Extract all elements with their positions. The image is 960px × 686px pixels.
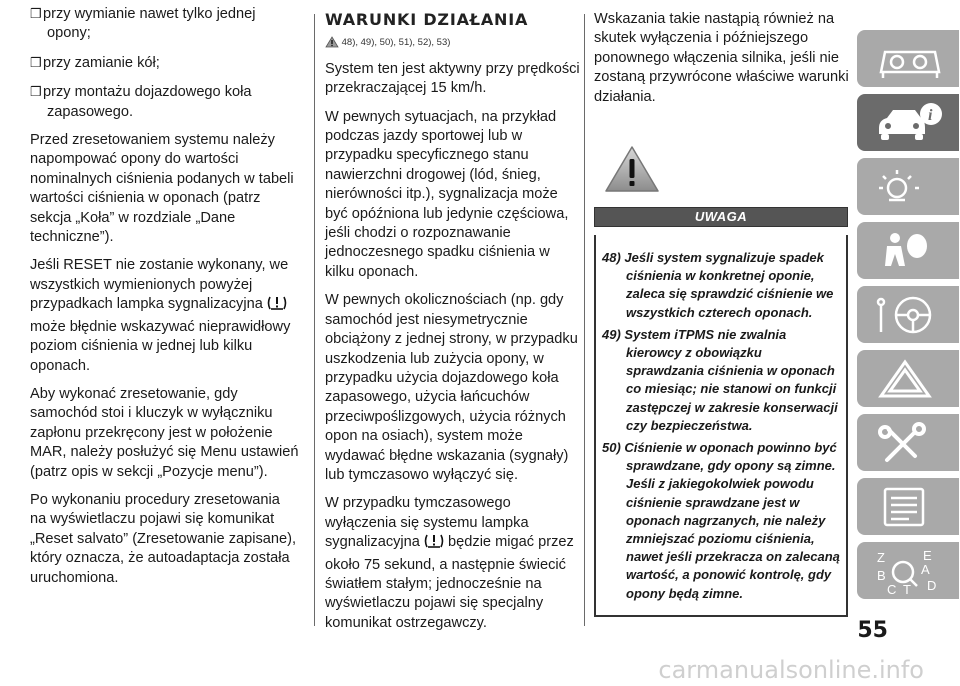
wrench-icon xyxy=(875,422,935,464)
column-divider xyxy=(314,14,315,626)
index-letter: D xyxy=(927,578,937,593)
warning-section xyxy=(594,144,848,617)
checkbox-bullet-icon: ❒ xyxy=(30,54,42,70)
tab-dashboard[interactable] xyxy=(857,30,959,87)
page-number: 55 xyxy=(857,618,888,643)
lights-icon xyxy=(875,166,935,208)
tab-index[interactable] xyxy=(857,542,959,599)
index-letter: Z xyxy=(877,550,885,565)
tire-pressure-warning-icon xyxy=(267,295,287,317)
section-title: WARUNKI DZIAŁANIA xyxy=(325,10,529,29)
paragraph-reset-result: Po wykonaniu procedury zresetowania na wyświetlaczu pojawi się komunikat „Reset salvato” (Zresetowanie zapisane), który oznacza, że autoadaptacja została uruchomiona. xyxy=(30,491,297,586)
index-letter: E xyxy=(923,550,932,563)
list-item: ❒przy montażu dojazdowego koła zapasowego. xyxy=(30,84,252,120)
tab-specs[interactable] xyxy=(857,478,959,535)
warning-item: 49) System iTPMS nie zwalnia kierowcy z obowiązku sprawdzania ciśnienia w oponach co miesiąc; nie stanowi on funkcji zastępczej w zakresie konserwacji czy bezpieczeństwa. xyxy=(602,326,838,433)
tab-maintenance[interactable] xyxy=(857,414,959,471)
paragraph-pressure: Przed zresetowaniem systemu należy napompować opony do wartości nominalnych ciśnienia podanych w tabeli wartości ciśnienia w oponach (patrz sekcja „Koła” w rozdziale „Dane techniczne”). xyxy=(30,132,294,246)
index-letter: A xyxy=(921,562,930,577)
warning-item: 50) Ciśnienie w oponach powinno być sprawdzane, gdy opony są zimne. Jeśli z jakiegokolwiek powodu ciśnienie sprawdzane jest w oponach nagrzanych, nie należy zmniejszać poziomu ciśnienia, nawet jeśli przekracza on zalecaną wartość, a ponowić kontrolę, gdy opony będą zimne. xyxy=(602,440,840,601)
car-dashboard-icon xyxy=(875,38,945,80)
checkbox-bullet-icon: ❒ xyxy=(30,6,42,21)
column-divider xyxy=(584,14,585,626)
paragraph-speed: System ten jest aktywny przy prędkości przekraczającej 15 km/h. xyxy=(325,60,580,97)
car-info-icon xyxy=(875,102,947,144)
index-letters-icon xyxy=(875,550,941,596)
warning-triangle-icon xyxy=(875,358,935,400)
index-letter: B xyxy=(877,568,886,583)
checkbox-bullet-icon: ❒ xyxy=(30,84,42,100)
tab-emergency[interactable] xyxy=(857,350,959,407)
warning-triangle-icon xyxy=(603,144,848,199)
column-middle xyxy=(325,10,580,642)
steering-wheel-icon xyxy=(875,294,941,336)
warning-references: 48), 49), 50), 51), 52), 53) xyxy=(325,33,580,55)
tab-airbag[interactable] xyxy=(857,222,959,279)
tire-pressure-warning-icon xyxy=(424,533,444,555)
index-letter: C xyxy=(887,582,897,596)
chapter-tabs xyxy=(857,30,960,606)
tab-driving[interactable] xyxy=(857,286,959,343)
small-warning-icon xyxy=(325,36,339,55)
specs-list-icon xyxy=(875,486,935,528)
tab-lights[interactable] xyxy=(857,158,959,215)
paragraph-temporary-off: W przypadku tymczasowego wyłączenia się systemu lampka sygnalizacyjna będzie migać przez około 75 sekund, a następnie świecić światłem stałym; jednocześnie na wyświetlaczu pojawi się specjalny komunikat ostrzegawczy. xyxy=(325,495,574,631)
warning-box xyxy=(594,235,848,617)
list-item: ❒przy wymianie nawet tylko jednej opony; xyxy=(30,6,256,42)
paragraph-errors: W pewnych okolicznościach (np. gdy samochód jest niesymetrycznie obciążony z jednej strony, w przypadku uszkodzenia lub zużycia opony, w przypadku użycia dojazdowego koła zapasowego, użycia łańcuchów przeciwpoślizgowych, użycia różnych opon na osiach), system może wydawać błędne wskazania (sygnały) lub tymczasowo wyłączyć się. xyxy=(325,292,578,483)
tab-car-info[interactable] xyxy=(857,94,959,151)
paragraph-restart: Wskazania takie nastąpią również na skutek wyłączenia i późniejszego ponownego włączenia silnika, jeśli nie zostaną przywrócone właściwe warunki działania. xyxy=(594,11,849,105)
column-right xyxy=(594,10,850,116)
warning-item: 48) Jeśli system sygnalizuje spadek ciśnienia w konkretnej oponie, zaleca się sprawdzić ciśnienie we wszystkich czterech oponach. xyxy=(602,250,834,320)
index-letter: T xyxy=(903,582,911,596)
list-item: ❒przy zamianie kół; xyxy=(30,54,160,71)
warning-header: UWAGA xyxy=(594,207,848,227)
paragraph-delay: W pewnych sytuacjach, na przykład podczas jazdy sportowej lub w przypadku specyficznego stanu nawierzchni drogowej (lód, śnieg, nierówności itp.), sygnalizacja może być opóźniona lub jedynie częściowa, jeśli chodzi o rozpoznawanie jednoczesnego spadku ciśnienia w kilku oponach. xyxy=(325,108,569,280)
svg-text:i: i xyxy=(928,107,933,124)
column-left xyxy=(30,4,300,597)
watermark: carmanualsonline.info xyxy=(658,656,924,684)
paragraph-reset-procedure: Aby wykonać zresetowanie, gdy samochód stoi i kluczyk w wyłączniku zapłonu przekręcony jest w położenie MAR, należy posłużyć się Menu ustawień (patrz opis w sekcji „Pozycje menu”). xyxy=(30,385,299,480)
airbag-icon xyxy=(875,230,935,272)
paragraph-reset-warning: Jeśli RESET nie zostanie wykonany, we wszystkich wymienionych powyżej przypadkach lampka sygnalizacyjna może błędnie wskazywać nieprawidłowy poziom ciśnienia w jednej lub kilku oponach. xyxy=(30,257,291,374)
